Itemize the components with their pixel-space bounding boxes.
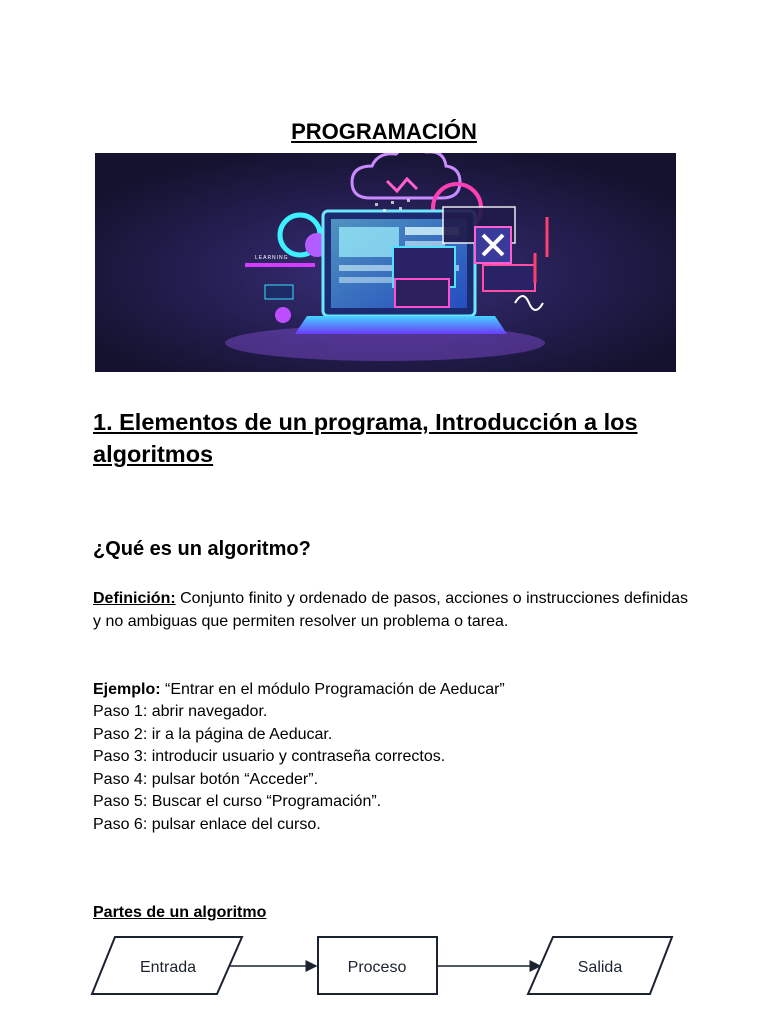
example-text: “Entrar en el módulo Programación de Aeducar”: [160, 681, 505, 698]
algorithm-flow-diagram: [90, 930, 690, 1002]
process-label: Proceso: [347, 959, 407, 976]
banner-image: [95, 153, 676, 372]
subheading: ¿Qué es un algoritmo?: [93, 538, 311, 560]
example-paragraph: [93, 679, 693, 702]
banner-learning-text: LEARNING: [255, 255, 289, 261]
definition-text: Conjunto finito y ordenado de pasos, acciones o instrucciones definidas y no ambiguas que permiten resolver un problema o tarea.: [93, 590, 688, 630]
step-item: Paso 2: ir a la página de Aeducar.: [93, 725, 333, 743]
step-item: Paso 4: pulsar botón “Acceder”.: [93, 770, 319, 788]
step-item: Paso 6: pulsar enlace del curso.: [93, 815, 321, 833]
parts-heading: Partes de un algoritmo: [93, 904, 267, 921]
step-item: Paso 1: abrir navegador.: [93, 703, 268, 720]
section-heading: 1. Elementos de un programa, Introducción a los algoritmos: [93, 409, 638, 467]
example-label: Ejemplo:: [93, 681, 161, 698]
steps-list: [93, 701, 445, 837]
input-label: Entrada: [139, 959, 197, 976]
step-item: Paso 5: Buscar el curso “Programación”.: [93, 793, 382, 811]
definition-paragraph: [93, 588, 693, 633]
definition-label: Definición:: [93, 590, 176, 607]
output-label: Salida: [577, 959, 623, 976]
document-title: PROGRAMACIÓN: [291, 119, 477, 144]
step-item: Paso 3: introducir usuario y contraseña correctos.: [93, 748, 446, 766]
